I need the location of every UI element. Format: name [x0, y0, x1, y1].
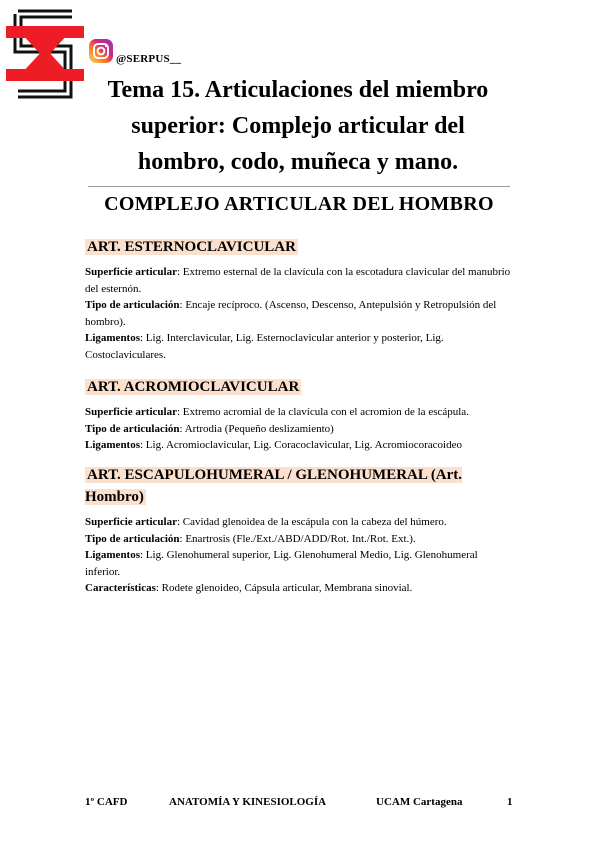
articulation-acromioclavicular: [85, 376, 515, 454]
articulation-row: Ligamentos: Lig. Acromioclavicular, Lig. Coracoclavicular, Lig. Acromiocoracoideo: [85, 439, 462, 451]
serpus-logo: [6, 4, 84, 104]
footer-subject: ANATOMÍA Y KINESIOLOGÍA: [169, 796, 327, 808]
articulation-row: Superficie articular: Extremo esternal de la clavícula con la escotadura clavicular del manubrio del esternón.: [85, 266, 511, 295]
footer-course: 1º CAFD: [85, 796, 128, 808]
articulation-row: Características: Rodete glenoideo, Cápsula articular, Membrana sinovial.: [85, 582, 413, 594]
articulation-row: Tipo de articulación: Enartrosis (Fle./Ext./ABD/ADD/Rot. Int./Rot. Ext.).: [85, 532, 416, 545]
page-title: [88, 72, 508, 180]
articulation-heading: ART. ESCAPULOHUMERAL / GLENOHUMERAL (Art. Hombro): [85, 467, 463, 505]
page-number: 1: [507, 796, 513, 808]
articulation-heading: ART. ESTERNOCLAVICULAR: [87, 239, 296, 255]
articulation-glenohumeral: [85, 464, 515, 597]
social-handle: @SERPUS__: [116, 53, 182, 65]
articulation-row: Ligamentos: Lig. Glenohumeral superior, Lig. Glenohumeral Medio, Lig. Glenohumeral inferior.: [85, 549, 478, 578]
articulation-sternoclavicular: [85, 236, 515, 363]
instagram-icon: [88, 38, 114, 64]
section-title: COMPLEJO ARTICULAR DEL HOMBRO: [104, 193, 494, 215]
title-line: Tema 15. Articulaciones del miembro: [107, 77, 489, 103]
articulation-row: Superficie articular: Extremo acromial de la clavícula con el acromion de la escápula.: [85, 406, 469, 418]
articulation-row: Superficie articular: Cavidad glenoidea de la escápula con la cabeza del húmero.: [85, 516, 447, 528]
title-line: superior: Complejo articular del: [131, 113, 465, 139]
articulation-row: Tipo de articulación: Artrodia (Pequeño deslizamiento): [85, 422, 334, 435]
articulation-row: Tipo de articulación: Encaje recíproco. (Ascenso, Descenso, Antepulsión y Retropulsión del hombro).: [85, 299, 497, 328]
articulation-row: Ligamentos: Lig. Interclavicular, Lig. Esternoclavicular anterior y posterior, Lig. Costoclaviculares.: [85, 332, 444, 361]
divider: [88, 186, 510, 187]
footer-university: UCAM Cartagena: [376, 796, 463, 808]
title-line: hombro, codo, muñeca y mano.: [137, 149, 459, 175]
articulation-heading: ART. ACROMIOCLAVICULAR: [87, 379, 300, 395]
